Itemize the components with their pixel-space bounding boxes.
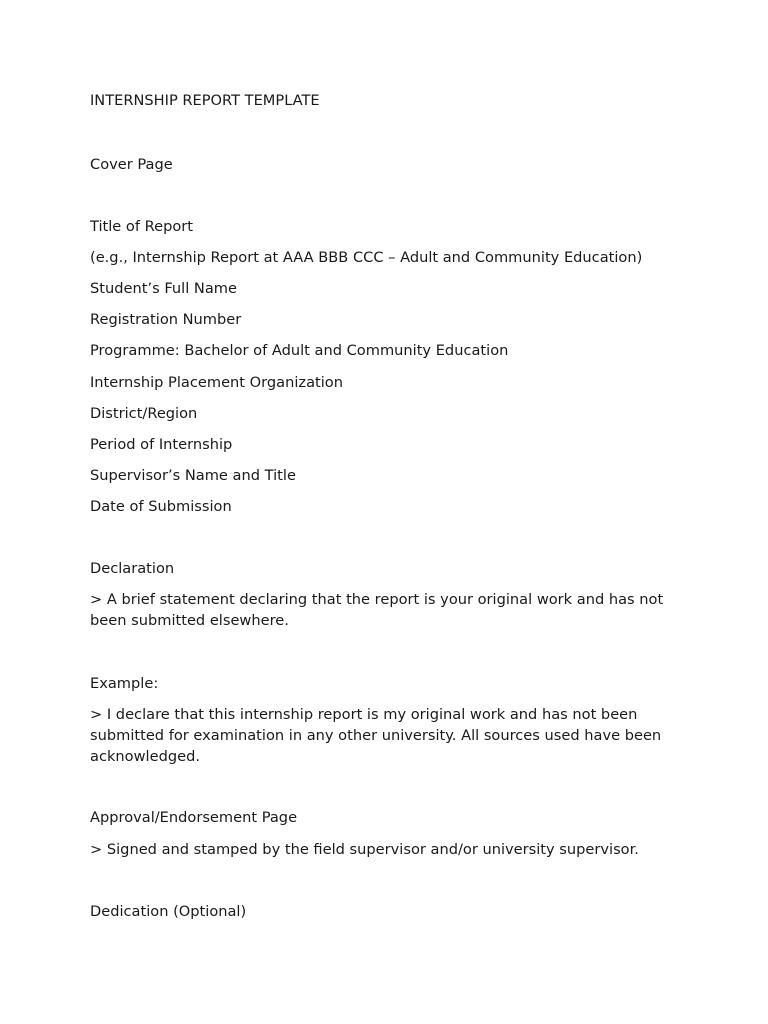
cover-item-title-example: (e.g., Internship Report at AAA BBB CCC – Adult and Community Education)	[90, 249, 643, 266]
example-text: > I declare that this internship report is my original work and has not been submitted for examination in any other university. All sources used have been acknowledged.	[90, 706, 662, 765]
declaration-text: > A brief statement declaring that the report is your original work and has not been submitted elsewhere.	[90, 591, 664, 629]
declaration-heading: Declaration	[90, 560, 175, 577]
cover-item-programme: Programme: Bachelor of Adult and Community Education	[90, 342, 509, 359]
cover-item-period: Period of Internship	[90, 436, 233, 453]
cover-item-submission-date: Date of Submission	[90, 498, 232, 515]
cover-item-placement-organization: Internship Placement Organization	[90, 374, 343, 391]
cover-item-title-of-report: Title of Report	[90, 218, 193, 235]
cover-item-registration-number: Registration Number	[90, 311, 242, 328]
dedication-heading: Dedication (Optional)	[90, 903, 247, 920]
cover-item-supervisor: Supervisor’s Name and Title	[90, 467, 296, 484]
cover-item-student-name: Student’s Full Name	[90, 280, 237, 297]
cover-item-district-region: District/Region	[90, 405, 198, 422]
example-heading: Example:	[90, 675, 159, 692]
cover-page-heading: Cover Page	[90, 156, 173, 173]
approval-heading: Approval/Endorsement Page	[90, 809, 298, 826]
document-title: INTERNSHIP REPORT TEMPLATE	[90, 92, 320, 109]
approval-text: > Signed and stamped by the field supervisor and/or university supervisor.	[90, 841, 639, 858]
